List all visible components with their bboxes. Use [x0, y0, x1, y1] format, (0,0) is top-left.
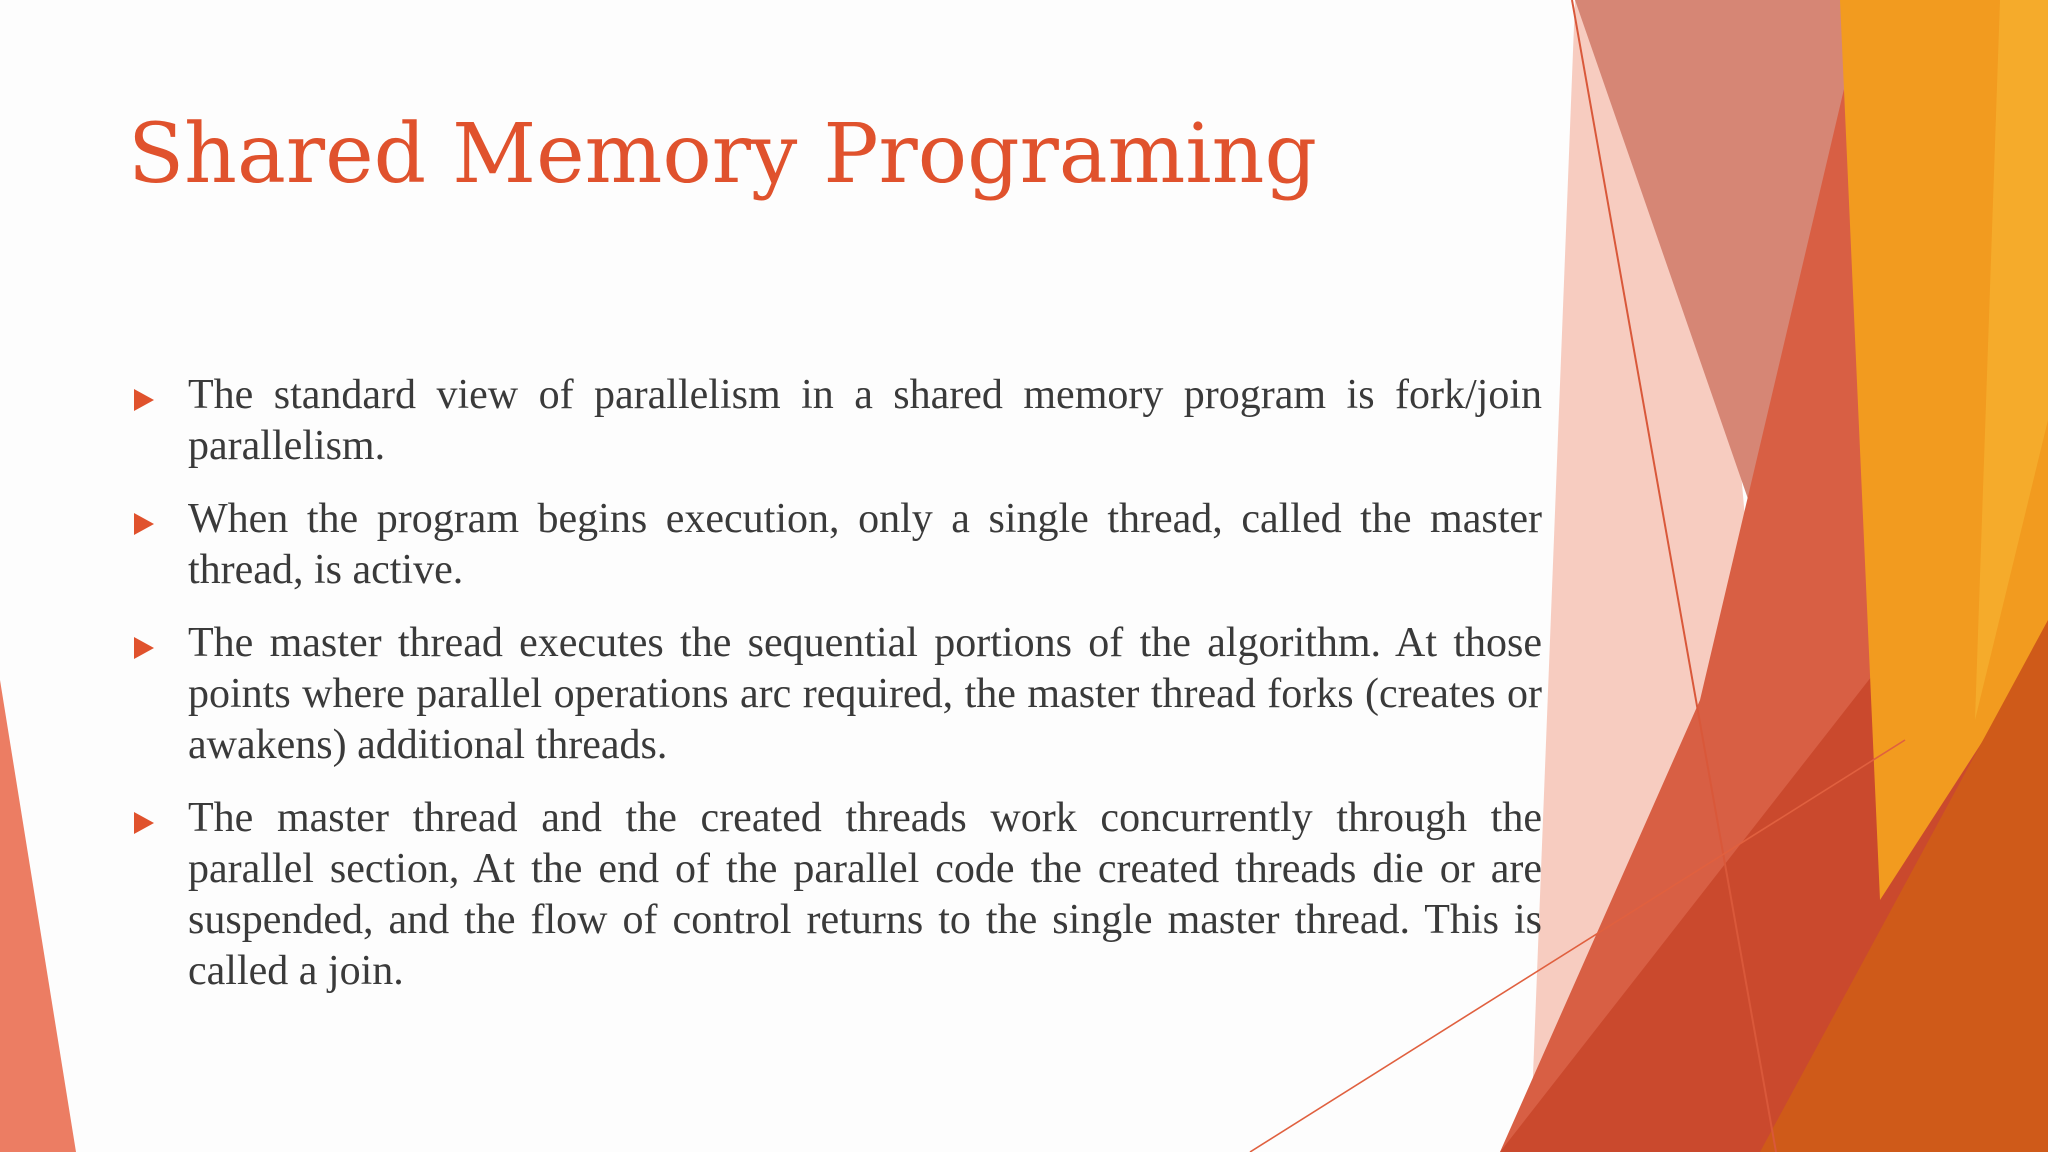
- slide-title: Shared Memory Programing: [128, 107, 1317, 202]
- triangle-bullet-icon: [134, 812, 154, 834]
- bullet-item: [130, 370, 1542, 472]
- left-accent-shape: [0, 680, 76, 1152]
- triangle-bullet-icon: [134, 513, 154, 535]
- bullet-text: The standard view of parallelism in a shared memory program is fork/join parallelism.: [188, 372, 1542, 469]
- bullet-item: [130, 494, 1542, 596]
- bullet-text: When the program begins execution, only a single thread, called the master thread, is active.: [188, 496, 1542, 593]
- bullet-item: [130, 793, 1542, 997]
- triangle-bullet-icon: [134, 637, 154, 659]
- bullet-text: The master thread executes the sequential portions of the algorithm. At those points where parallel operations arc required, the master thread forks (creates or awakens) additional threads.: [188, 620, 1542, 768]
- bullet-list: [130, 370, 1542, 1019]
- triangle-bullet-icon: [134, 389, 154, 411]
- bullet-text: The master thread and the created threads work concurrently through the parallel section, At the end of the parallel code the created threads die or are suspended, and the flow of control returns to the single master thread. This is called a join.: [188, 795, 1542, 994]
- bullet-item: [130, 618, 1542, 771]
